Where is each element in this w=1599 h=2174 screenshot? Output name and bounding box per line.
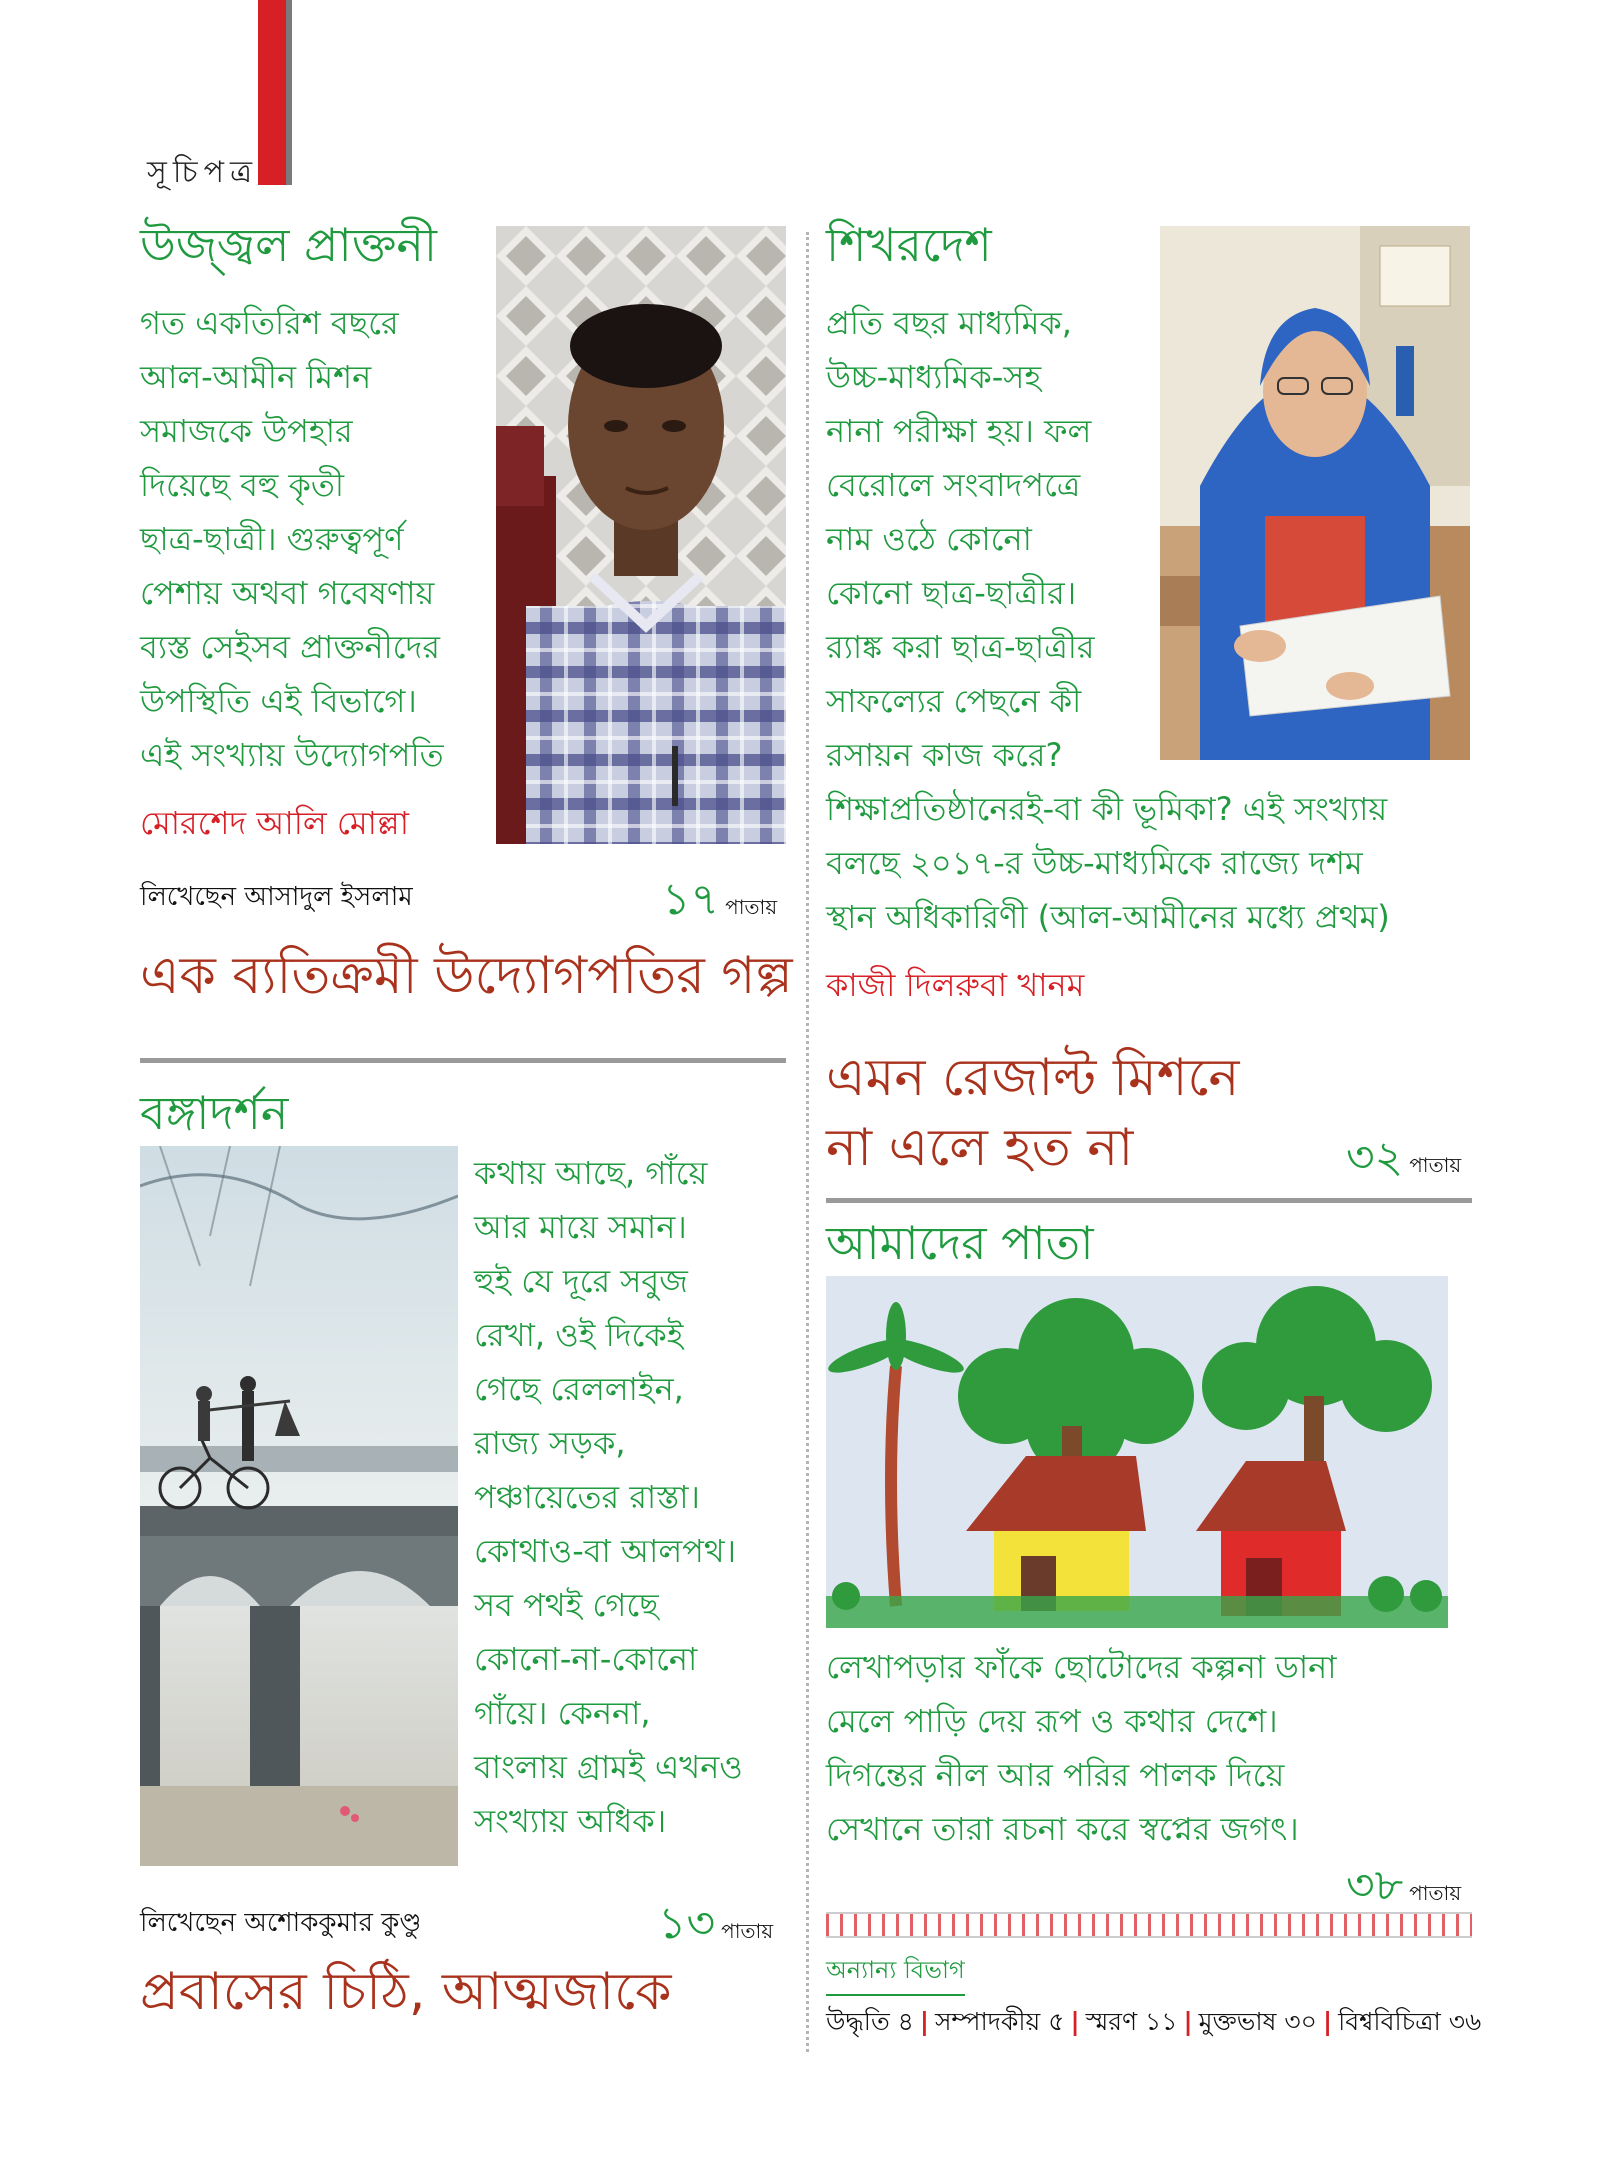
- header-bar-shadow: [286, 0, 292, 185]
- body-line: সব পথই গেছে: [474, 1586, 659, 1624]
- separator: |: [1322, 2007, 1333, 2036]
- section-rule: [826, 1198, 1472, 1203]
- section-title-alumni: উজ্জ্বল প্রাক্তনী: [140, 218, 438, 272]
- body-line: এই সংখ্যায় উদ্যোগপতি: [140, 736, 444, 774]
- body-line: রসায়ন কাজ করে?: [826, 736, 1063, 774]
- page-number: ৩৮: [1346, 1860, 1404, 1911]
- body-line: হুই যে দূরে সবুজ: [474, 1262, 688, 1300]
- page-suffix: পাতায়: [725, 895, 778, 919]
- pinnacle-page-ref: [1346, 1124, 1461, 1197]
- body-line: স্থান অধিকারিণী (আল-আমীনের মধ্যে প্রথম): [826, 898, 1390, 936]
- page-suffix: পাতায়: [1409, 1153, 1462, 1177]
- body-line: ছাত্র-ছাত্রী। গুরুত্বপূর্ণ: [140, 520, 404, 558]
- other-section-item[interactable]: সম্পাদকীয় ৫: [935, 2007, 1065, 2036]
- pinnacle-name: কাজী দিলরুবা খানম: [826, 966, 1085, 1004]
- body-line: গাঁয়ে। কেননা,: [474, 1694, 651, 1732]
- page-number: ১৭: [662, 874, 720, 925]
- pinnacle-headline-2[interactable]: না এলে হত না: [826, 1118, 1134, 1178]
- body-line: দিয়েছে বহু কৃতী: [140, 466, 345, 504]
- alumni-page-ref: [662, 866, 777, 939]
- body-line: কোনো ছাত্র-ছাত্রীর।: [826, 574, 1077, 612]
- page-number: ১৩: [658, 1898, 716, 1949]
- body-line: আর মায়ে সমান।: [474, 1208, 687, 1246]
- body-line: উচ্চ-মাধ্যমিক-সহ: [826, 358, 1042, 396]
- contents-label: সূচিপত্র: [147, 155, 258, 190]
- decorative-border: [826, 1912, 1472, 1938]
- body-line: ব্যস্ত সেইসব প্রাক্তনীদের: [140, 628, 440, 666]
- column-divider: [806, 232, 809, 2052]
- watercolor-painting: [140, 1146, 458, 1866]
- section-title-our-page: আমাদের পাতা: [826, 1216, 1094, 1270]
- body-line: উপস্থিতি এই বিভাগে।: [140, 682, 417, 720]
- body-line: বেরোলে সংবাদপত্রে: [826, 466, 1081, 504]
- pinnacle-headline-1[interactable]: এমন রেজাল্ট মিশনে: [826, 1048, 1240, 1108]
- body-line: প্রতি বছর মাধ্যমিক,: [826, 304, 1072, 342]
- page-number: ৩২: [1346, 1132, 1404, 1183]
- bangadarshan-page-ref: [658, 1890, 773, 1963]
- body-line: মেলে পাড়ি দেয় রূপ ও কথার দেশে।: [826, 1702, 1278, 1740]
- body-line: শিক্ষাপ্রতিষ্ঠানেরই-বা কী ভূমিকা? এই সংখ্যায়: [826, 790, 1388, 828]
- body-line: কোনো-না-কোনো: [474, 1640, 698, 1678]
- body-line: গেছে রেললাইন,: [474, 1370, 684, 1408]
- header-red-bar: [258, 0, 286, 185]
- alumni-body: [140, 296, 500, 782]
- other-section-item[interactable]: উদ্ধৃতি ৪: [826, 2007, 914, 2036]
- childrens-drawing: [826, 1276, 1448, 1628]
- body-line: পেশায় অথবা গবেষণায়: [140, 574, 435, 612]
- other-section-item[interactable]: মুক্তভাষ ৩০: [1198, 2007, 1317, 2036]
- section-title-pinnacle: শিখরদেশ: [826, 218, 992, 272]
- other-section-item[interactable]: বিশ্ববিচিত্রা ৩৬: [1338, 2007, 1482, 2036]
- body-line: সংখ্যায় অধিক।: [474, 1802, 667, 1840]
- separator: |: [1183, 2007, 1193, 2036]
- body-line: নানা পরীক্ষা হয়। ফল: [826, 412, 1092, 450]
- page-suffix: পাতায়: [721, 1919, 774, 1943]
- body-line: দিগন্তের নীল আর পরির পালক দিয়ে: [826, 1756, 1285, 1794]
- other-section-item[interactable]: স্মরণ ১১: [1085, 2007, 1178, 2036]
- bangadarshan-byline: লিখেছেন অশোককুমার কুণ্ডু: [140, 1908, 422, 1938]
- section-rule: [140, 1058, 786, 1063]
- pinnacle-body-wide: [826, 782, 1476, 944]
- other-sections-label: অন্যান্য বিভাগ: [826, 1952, 965, 1996]
- section-title-bangadarshan: বঙ্গাদর্শন: [140, 1086, 289, 1140]
- body-line: লেখাপড়ার ফাঁকে ছোটোদের কল্পনা ডানা: [826, 1648, 1337, 1686]
- alumni-name: মোরশেদ আলি মোল্লা: [140, 804, 409, 842]
- body-line: সমাজকে উপহার: [140, 412, 353, 450]
- alumni-headline[interactable]: এক ব্যতিক্রমী উদ্যোগপতির গল্প: [140, 946, 793, 1006]
- body-line: সেখানে তারা রচনা করে স্বপ্নের জগৎ।: [826, 1810, 1299, 1848]
- portrait-photo-man: [496, 226, 786, 844]
- body-line: গত একতিরিশ বছরে: [140, 304, 399, 342]
- body-line: র‍্যাঙ্ক করা ছাত্র-ছাত্রীর: [826, 628, 1095, 666]
- portrait-photo-girl: [1160, 226, 1470, 760]
- our-page-body: [826, 1640, 1476, 1856]
- separator: |: [1070, 2007, 1080, 2036]
- body-line: কথায় আছে, গাঁয়ে: [474, 1154, 708, 1192]
- body-line: আল-আমীন মিশন: [140, 358, 372, 396]
- bangadarshan-body: [474, 1146, 804, 1848]
- page-suffix: পাতায়: [1409, 1881, 1462, 1905]
- separator: |: [919, 2007, 930, 2036]
- body-line: পঞ্চায়েতের রাস্তা।: [474, 1478, 700, 1516]
- body-line: রেখা, ওই দিকেই: [474, 1316, 684, 1354]
- body-line: নাম ওঠে কোনো: [826, 520, 1032, 558]
- body-line: বাংলায় গ্রামই এখনও: [474, 1748, 743, 1786]
- bangadarshan-headline[interactable]: প্রবাসের চিঠি, আত্মজাকে: [140, 1962, 672, 2022]
- other-sections-list: [826, 2002, 1481, 2045]
- alumni-byline: লিখেছেন আসাদুল ইসলাম: [140, 882, 413, 912]
- body-line: বলছে ২০১৭-র উচ্চ-মাধ্যমিকে রাজ্যে দশম: [826, 844, 1363, 882]
- pinnacle-body: [826, 296, 1166, 782]
- body-line: সাফল্যের পেছনে কী: [826, 682, 1082, 720]
- body-line: রাজ্য সড়ক,: [474, 1424, 626, 1462]
- body-line: কোথাও-বা আলপথ।: [474, 1532, 737, 1570]
